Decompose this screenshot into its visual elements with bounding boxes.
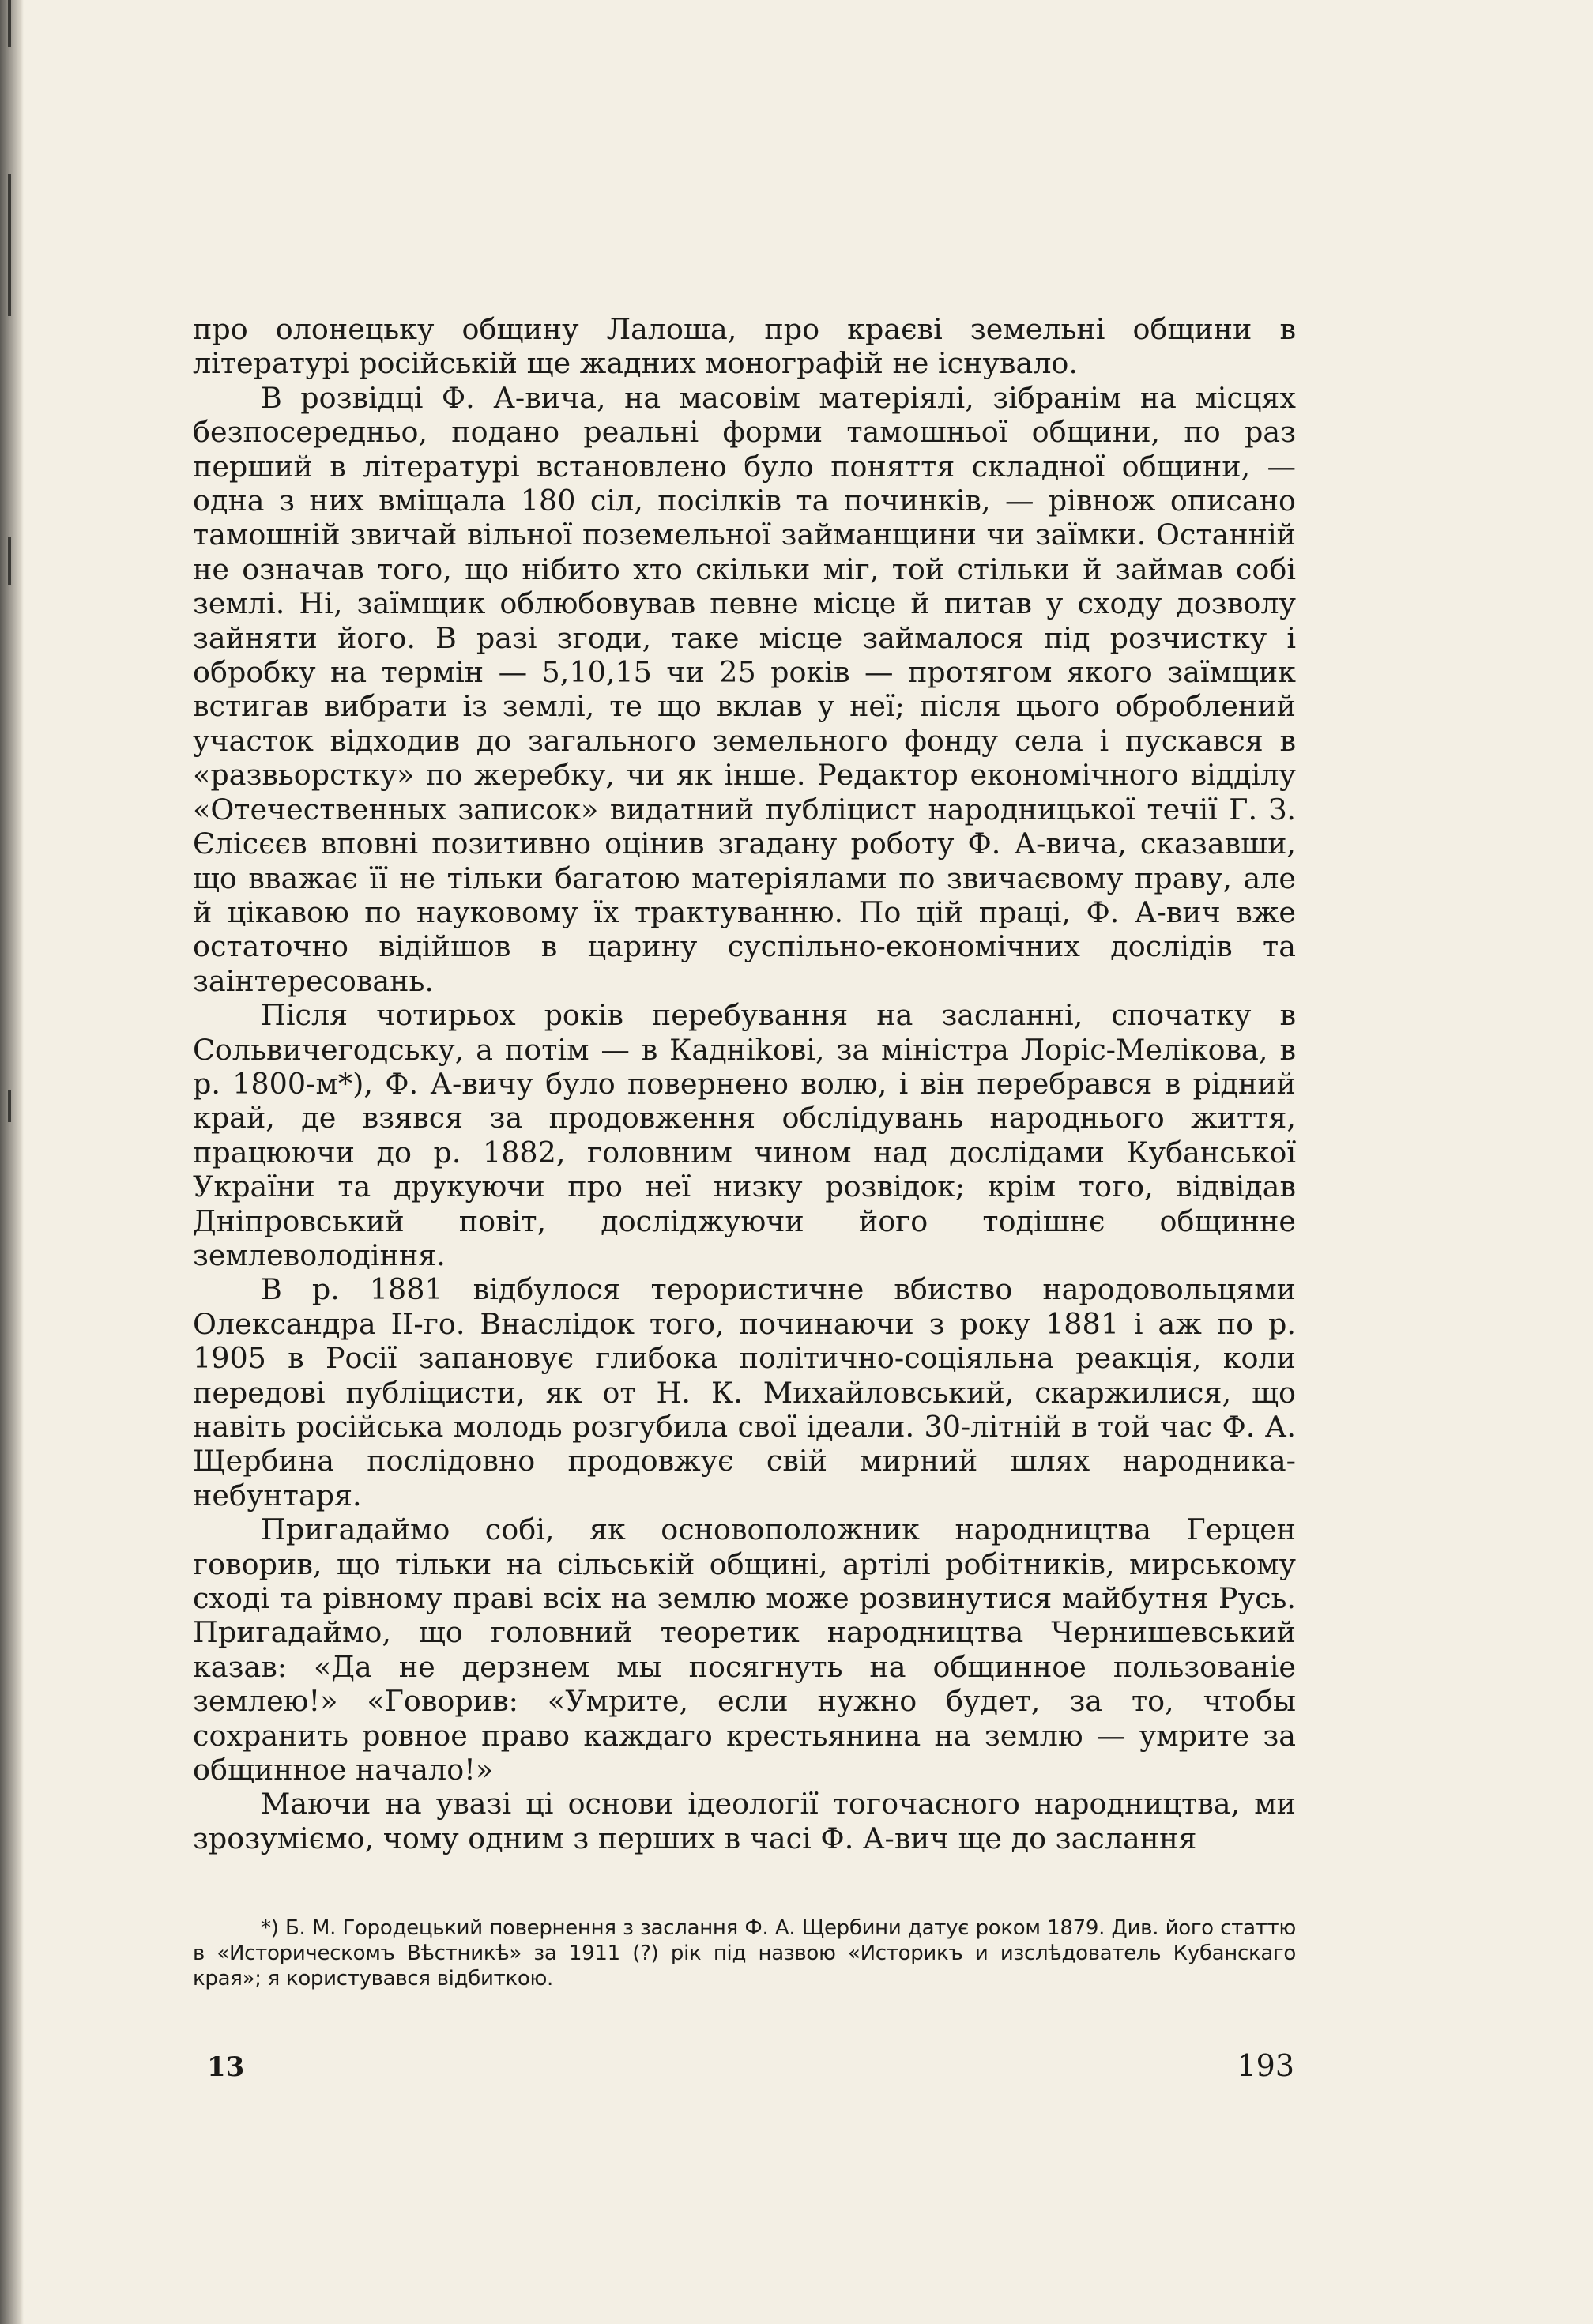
gutter-mark <box>8 1090 11 1122</box>
paragraph-1: про олонецьку общину Лалоша, про краєві земельні общини в літературі російській ще жадних монографій не існувало. <box>193 312 1296 381</box>
gutter-mark <box>8 174 11 316</box>
paragraph-5: Пригадаймо собі, як основоположник народництва Герцен говорив, що тільки на сільській общині, артілі робітників, мирському сході та рівному праві всіх на землю може розвинутися майбутня Русь. Пригадаймо, що головний теоретик народництва Чернишевський казав: «Да не дерзнем мы посягнуть на общинное пользованіе землею!» «Говорив: «Умрите, если нужно будет, за то, чтобы сохранить ровное право каждаго крестьянина на землю — умрите за общинное начало!» <box>193 1512 1296 1787</box>
body-text <box>193 312 1296 1855</box>
gutter-mark <box>8 0 11 47</box>
footnote-section <box>193 1915 1296 1991</box>
footnote: *) Б. М. Городецький повернення з заслання Ф. А. Щербини датує роком 1879. Див. його статтю в «Историческомъ Вѣстникѣ» за 1911 (?) рік під назвою «Историкъ и изслѣдователь Кубанскаго края»; я користувався відбиткою. <box>193 1916 1296 1991</box>
page-number: 193 <box>1237 2048 1294 2083</box>
signature-mark: 13 <box>207 2051 245 2083</box>
binding-gutter <box>0 0 24 2324</box>
gutter-mark <box>8 537 11 585</box>
paragraph-2: В розвідці Ф. А-вича, на масовім матеріялі, зібранім на місцях безпосередньо, подано реальні форми тамошньої общини, по раз перший в літературі встановлено було поняття складної общини, — одна з них вміщала 180 сіл, посілків та починків, — рівнож описано тамошній звичай вільної поземельної займанщини чи заїмки. Останній не означав того, що нібито хто скільки міг, той стільки й займав собі землі. Ні, заїмщик облюбовував певне місце й питав у сходу дозволу зайняти його. В разі згоди, таке місце займалося під розчистку і обробку на термін — 5,10,15 чи 25 років — протягом якого заїмщик встигав вибрати із землі, те що вклав у неї; після цього оброблений участок відходив до загального земельного фонду села і пускався в «развьорстку» по жеребку, чи як інше. Редактор економічного відділу «Отечественных записок» видатний публіцист народницької течії Г. З. Єлісєєв вповні позитивно оцінив згадану роботу Ф. А-вича, сказавши, що вважає її не тільки багатою матеріялами по звичаєвому праву, але й цікавою по науковому їх трактуванню. По цій праці, Ф. А-вич вже остаточно відійшов в царину суспільно-економічних дослідів та заінтересовань. <box>193 380 1296 998</box>
paragraph-3: Після чотирьох років перебування на засланні, спочатку в Сольвичегодську, а потім — в Кадніkові, за міністра Лоріс-Мелікова, в р. 1800-м*), Ф. А-вичу було повернено волю, і він перебрався в рідний край, де взявся за продовження обслідувань народнього життя, працюючи до р. 1882, головним чином над дослідами Кубанської України та друкуючи про неї низку розвідок; крім того, відвідав Дніпровський повіт, досліджуючи його тодішнє общинне землеволодіння. <box>193 998 1296 1272</box>
paragraph-4: В р. 1881 відбулося терористичне вбиство народовольцями Олександра II-го. Внаслідок того, починаючи з року 1881 і аж по р. 1905 в Росії запановує глибока політично-соціяльна реакція, коли передові публіцисти, як от Н. К. Михайловський, скаржилися, що навіть російська молодь розгубила свої ідеали. 30-літній в той час Ф. А. Щербина послідовно продовжує свій мирний шлях народника-небунтаря. <box>193 1272 1296 1512</box>
paragraph-6: Маючи на увазі ці основи ідеології тогочасного народництва, ми зрозуміємо, чому одним з перших в часі Ф. А-вич ще до заслання <box>193 1787 1296 1855</box>
